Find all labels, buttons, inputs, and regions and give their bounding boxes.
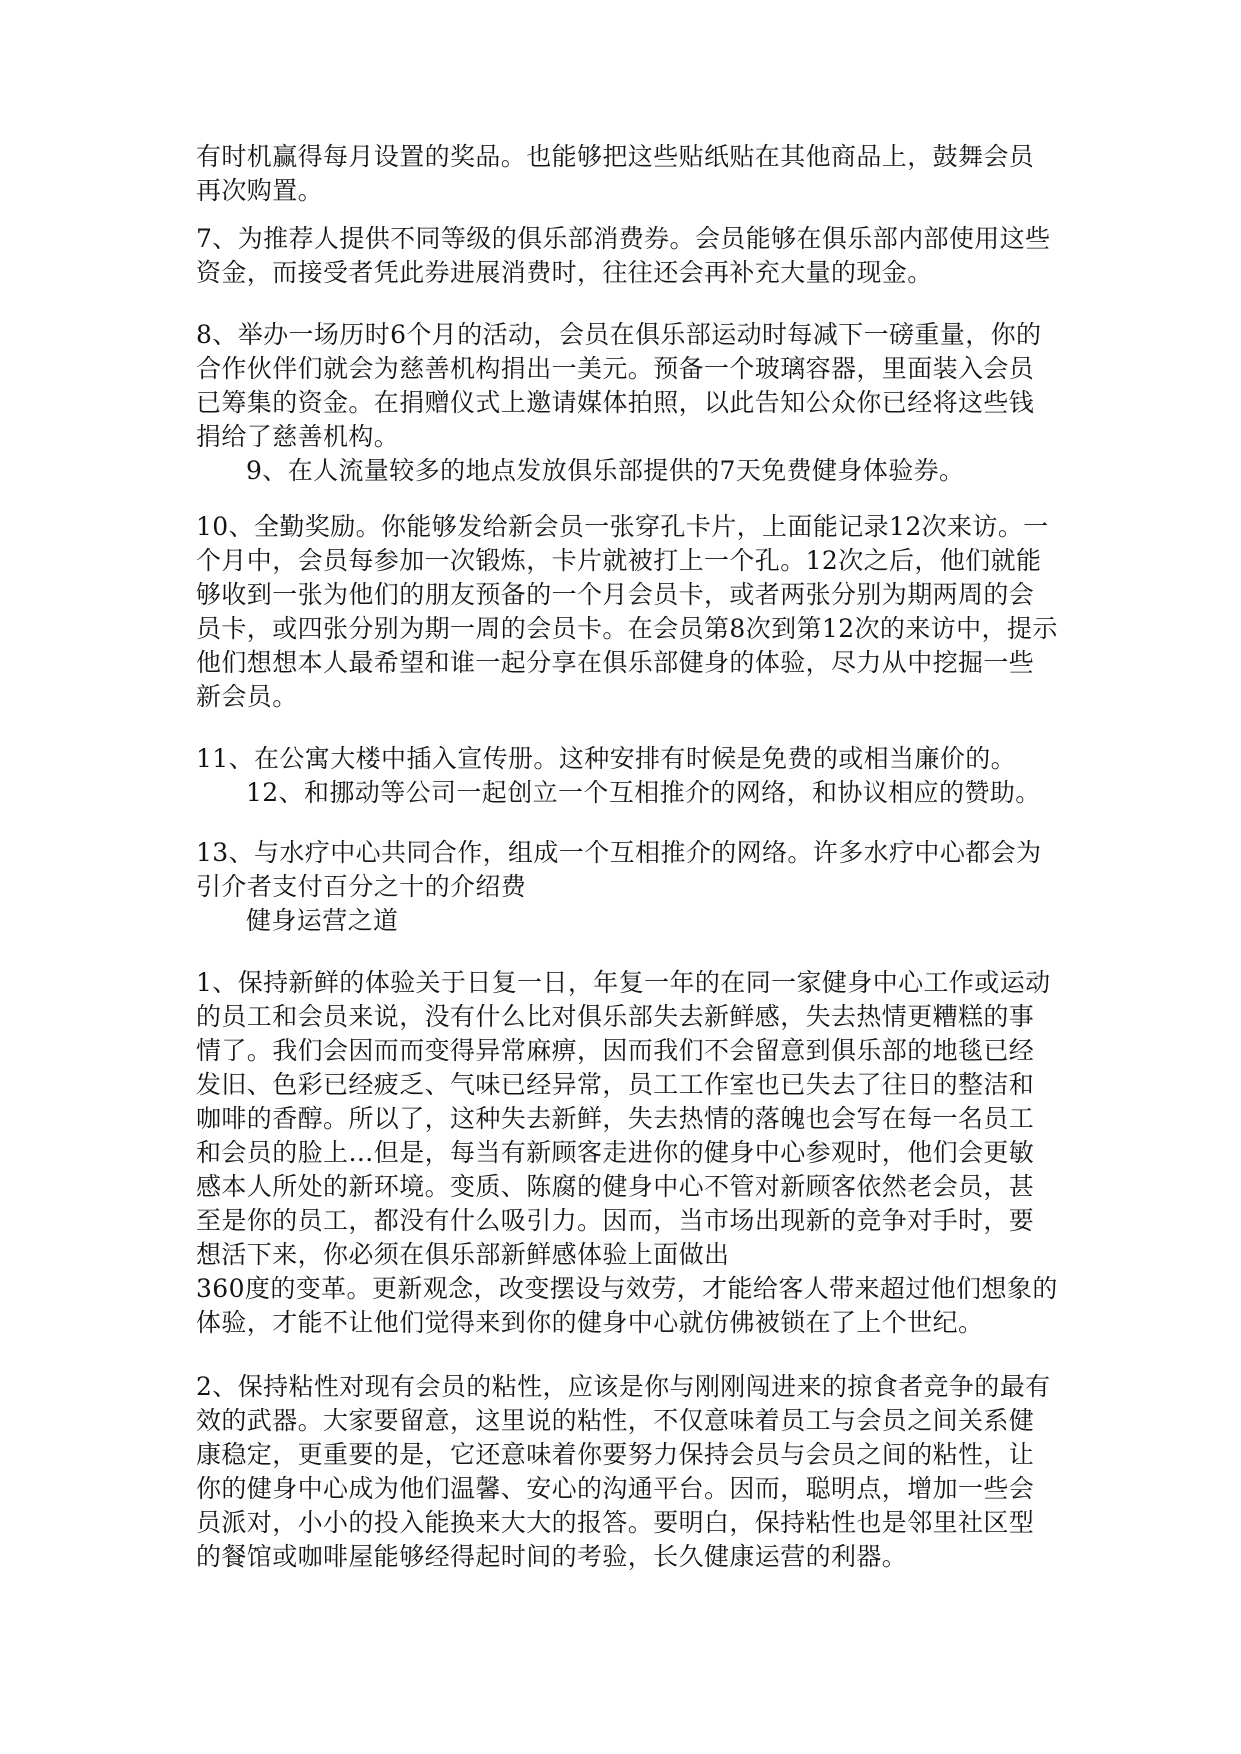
text-line: 员派对，小小的投入能换来大大的报答。要明白，保持粘性也是邻里社区型 xyxy=(196,1508,1035,1537)
text-line: 想活下来，你必须在俱乐部新鲜感体验上面做出 xyxy=(196,1240,730,1269)
text-line: 体验，才能不让他们觉得来到你的健身中心就仿佛被锁在了上个世纪。 xyxy=(196,1308,984,1337)
text-line: 咖啡的香醇。所以了，这种失去新鲜，失去热情的落魄也会写在每一名员工 xyxy=(196,1104,1035,1133)
text-line: 你的健身中心成为他们温馨、安心的沟通平台。因而，聪明点，增加一些会 xyxy=(196,1474,1035,1503)
section-heading: 健身运营之道 xyxy=(246,906,399,935)
text-line: 情了。我们会因而而变得异常麻痹，因而我们不会留意到俱乐部的地毯已经 xyxy=(196,1036,1035,1065)
text-line: 感本人所处的新环境。变质、陈腐的健身中心不管对新顾客依然老会员，甚 xyxy=(196,1172,1035,1201)
text-line: 10、全勤奖励。你能够发给新会员一张穿孔卡片，上面能记录12次来访。一 xyxy=(196,512,1049,541)
text-line: 8、举办一场历时6个月的活动，会员在俱乐部运动时每减下一磅重量，你的 xyxy=(196,320,1042,349)
text-line: 的餐馆或咖啡屋能够经得起时间的考验，长久健康运营的利器。 xyxy=(196,1542,908,1571)
text-line: 1、保持新鲜的体验关于日复一日，年复一年的在同一家健身中心工作或运动 xyxy=(196,968,1051,997)
text-line: 够收到一张为他们的朋友预备的一个月会员卡，或者两张分别为期两周的会 xyxy=(196,580,1035,609)
text-line: 7、为推荐人提供不同等级的俱乐部消费券。会员能够在俱乐部内部使用这些 xyxy=(196,224,1051,253)
text-line: 2、保持粘性对现有会员的粘性，应该是你与刚刚闯进来的掠食者竞争的最有 xyxy=(196,1372,1051,1401)
text-line: 发旧、色彩已经疲乏、气味已经异常，员工工作室也已失去了往日的整洁和 xyxy=(196,1070,1035,1099)
text-line: 9、在人流量较多的地点发放俱乐部提供的7天免费健身体验券。 xyxy=(246,456,965,485)
text-line: 再次购置。 xyxy=(196,176,324,205)
text-line: 效的武器。大家要留意，这里说的粘性，不仅意味着员工与会员之间关系健 xyxy=(196,1406,1035,1435)
text-line: 至是你的员工，都没有什么吸引力。因而，当市场出现新的竞争对手时，要 xyxy=(196,1206,1035,1235)
text-line: 12、和挪动等公司一起创立一个互相推介的网络，和协议相应的赞助。 xyxy=(246,778,1041,807)
text-line: 捐给了慈善机构。 xyxy=(196,422,400,451)
text-line: 资金，而接受者凭此券进展消费时，往往还会再补充大量的现金。 xyxy=(196,258,933,287)
text-line: 11、在公寓大楼中插入宣传册。这种安排有时候是免费的或相当廉价的。 xyxy=(196,744,1017,773)
text-line: 和会员的脸上…但是，每当有新顾客走进你的健身中心参观时，他们会更敏 xyxy=(196,1138,1035,1167)
text-line: 合作伙伴们就会为慈善机构捐出一美元。预备一个玻璃容器，里面装入会员 xyxy=(196,354,1035,383)
text-line: 360度的变革。更新观念，改变摆设与效劳，才能给客人带来超过他们想象的 xyxy=(196,1274,1058,1303)
text-line: 康稳定，更重要的是，它还意味着你要努力保持会员与会员之间的粘性，让 xyxy=(196,1440,1035,1469)
text-line: 员卡，或四张分别为期一周的会员卡。在会员第8次到第12次的来访中，提示 xyxy=(196,614,1058,643)
text-line: 新会员。 xyxy=(196,682,298,711)
text-line: 个月中，会员每参加一次锻炼，卡片就被打上一个孔。12次之后，他们就能 xyxy=(196,546,1042,575)
text-line: 引介者支付百分之十的介绍费 xyxy=(196,872,527,901)
text-line: 他们想想本人最希望和谁一起分享在俱乐部健身的体验，尽力从中挖掘一些 xyxy=(196,648,1035,677)
text-line: 已筹集的资金。在捐赠仪式上邀请媒体拍照，以此告知公众你已经将这些钱 xyxy=(196,388,1035,417)
text-line: 的员工和会员来说，没有什么比对俱乐部失去新鲜感，失去热情更糟糕的事 xyxy=(196,1002,1035,1031)
text-line: 13、与水疗中心共同合作，组成一个互相推介的网络。许多水疗中心都会为 xyxy=(196,838,1042,867)
text-line: 有时机赢得每月设置的奖品。也能够把这些贴纸贴在其他商品上，鼓舞会员 xyxy=(196,142,1035,171)
